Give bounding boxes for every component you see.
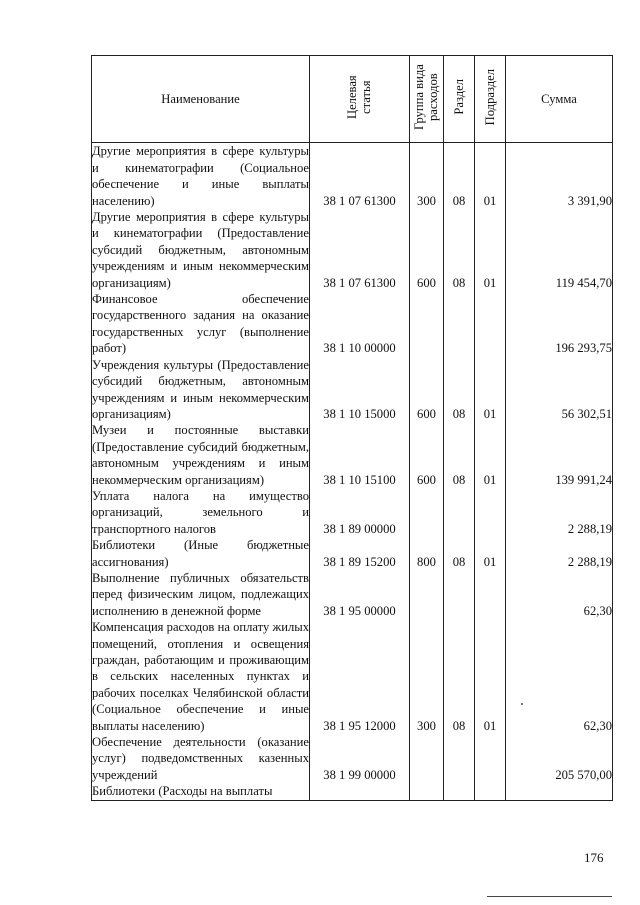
row-target-article xyxy=(310,783,410,800)
row-name: Уплата налога на имущество организаций, земельного и транспортного налогов xyxy=(92,488,309,536)
row-section xyxy=(444,734,475,783)
table-row xyxy=(92,291,613,357)
row-target-article: 38 1 10 15000 xyxy=(310,357,410,423)
row-section xyxy=(444,291,475,357)
row-section: 08 xyxy=(444,209,475,291)
row-subsection: 01 xyxy=(475,619,506,734)
row-section xyxy=(444,783,475,800)
row-sum: 2 288,19 xyxy=(506,537,613,570)
row-subsection xyxy=(475,783,506,800)
row-expense-group xyxy=(410,734,444,783)
row-sum: 3 391,90 xyxy=(506,143,613,209)
trailing-row-name: Библиотеки (Расходы на выплаты xyxy=(92,783,310,800)
row-name: Другие мероприятия в сфере культуры и кинематографии (Социальное обеспечение и иные выплаты населению) xyxy=(92,144,309,208)
header-sum: Сумма xyxy=(506,56,613,143)
table-row xyxy=(92,357,613,423)
table-row xyxy=(92,143,613,209)
table-body xyxy=(92,143,613,800)
row-target-article: 38 1 10 15100 xyxy=(310,422,410,488)
row-sum: 139 991,24 xyxy=(506,422,613,488)
row-subsection: 01 xyxy=(475,537,506,570)
row-section xyxy=(444,488,475,537)
row-name: Компенсация расходов на оплату жилых помещений, отопления и освещения граждан, работающим и проживающим в сельских населенных пунктах и рабочих поселках Челябинской области (Социальное обеспечение и иные выплаты населению) xyxy=(92,620,309,733)
row-name: Библиотеки (Иные бюджетные ассигнования) xyxy=(92,538,309,569)
row-target-article: 38 1 99 00000 xyxy=(310,734,410,783)
table-row xyxy=(92,619,613,734)
row-expense-group xyxy=(410,570,444,619)
page-number: 176 xyxy=(584,850,604,865)
row-sum xyxy=(506,783,613,800)
row-sum: 62,30 xyxy=(506,570,613,619)
row-target-article: 38 1 89 15200 xyxy=(310,537,410,570)
table-row xyxy=(92,570,613,619)
row-subsection xyxy=(475,291,506,357)
table-row xyxy=(92,537,613,570)
row-target-article: 38 1 95 00000 xyxy=(310,570,410,619)
row-sum: 62,30 xyxy=(506,619,613,734)
budget-table xyxy=(91,55,613,801)
header-name: Наименование xyxy=(92,56,310,143)
row-expense-group: 600 xyxy=(410,422,444,488)
row-name: Обеспечение деятельности (оказание услуг) подведомственных казенных учреждений xyxy=(92,735,309,782)
row-target-article: 38 1 95 12000 xyxy=(310,619,410,734)
row-subsection: 01 xyxy=(475,357,506,423)
row-subsection: 01 xyxy=(475,209,506,291)
row-target-article: 38 1 07 61300 xyxy=(310,209,410,291)
row-expense-group: 300 xyxy=(410,143,444,209)
table-row xyxy=(92,734,613,783)
row-subsection xyxy=(475,570,506,619)
row-sum: 119 454,70 xyxy=(506,209,613,291)
table-row xyxy=(92,783,613,800)
row-sum: 56 302,51 xyxy=(506,357,613,423)
header-target-article: Целевая статья xyxy=(344,75,373,119)
row-name: Учреждения культуры (Предоставление субсидий бюджетным, автономным учреждениям и иным некоммерческим организациям) xyxy=(92,357,309,421)
row-target-article: 38 1 89 00000 xyxy=(310,488,410,537)
row-section: 08 xyxy=(444,422,475,488)
row-name: Музеи и постоянные выставки (Предоставление субсидий бюджетным, автономным учреждениям и иным некоммерческим организациям) xyxy=(92,423,309,487)
row-expense-group: 600 xyxy=(410,209,444,291)
table-header-row xyxy=(92,56,613,143)
row-name: Другие мероприятия в сфере культуры и кинематографии (Предоставление субсидий бюджетным, автономным учреждениям и иным некоммерческим организациям) xyxy=(92,210,309,290)
row-section xyxy=(444,570,475,619)
row-expense-group: 800 xyxy=(410,537,444,570)
row-expense-group: 600 xyxy=(410,357,444,423)
footer-rule xyxy=(487,896,612,897)
row-subsection: 01 xyxy=(475,143,506,209)
table-row xyxy=(92,422,613,488)
row-subsection: 01 xyxy=(475,422,506,488)
row-subsection xyxy=(475,734,506,783)
row-target-article: 38 1 07 61300 xyxy=(310,143,410,209)
header-subsection: Подраздел xyxy=(483,68,497,126)
row-section: 08 xyxy=(444,143,475,209)
row-name: Выполнение публичных обязательств перед физическим лицом, подлежащих исполнению в денежной форме xyxy=(92,570,309,618)
row-sum: 205 570,00 xyxy=(506,734,613,783)
row-section: 08 xyxy=(444,537,475,570)
header-section: Раздел xyxy=(452,79,466,115)
row-sum: 2 288,19 xyxy=(506,488,613,537)
row-sum: 196 293,75 xyxy=(506,291,613,357)
row-section: 08 xyxy=(444,619,475,734)
header-expense-group: Группа вида расходов xyxy=(411,64,440,130)
row-target-article: 38 1 10 00000 xyxy=(310,291,410,357)
row-expense-group xyxy=(410,783,444,800)
row-section: 08 xyxy=(444,357,475,423)
row-expense-group xyxy=(410,488,444,537)
table-row xyxy=(92,209,613,291)
table-row xyxy=(92,488,613,537)
row-subsection xyxy=(475,488,506,537)
scan-speck xyxy=(521,703,523,705)
row-expense-group xyxy=(410,291,444,357)
row-expense-group: 300 xyxy=(410,619,444,734)
row-name: Финансовое обеспечение государственного задания на оказание государственных услуг (выполнение работ) xyxy=(92,292,309,356)
